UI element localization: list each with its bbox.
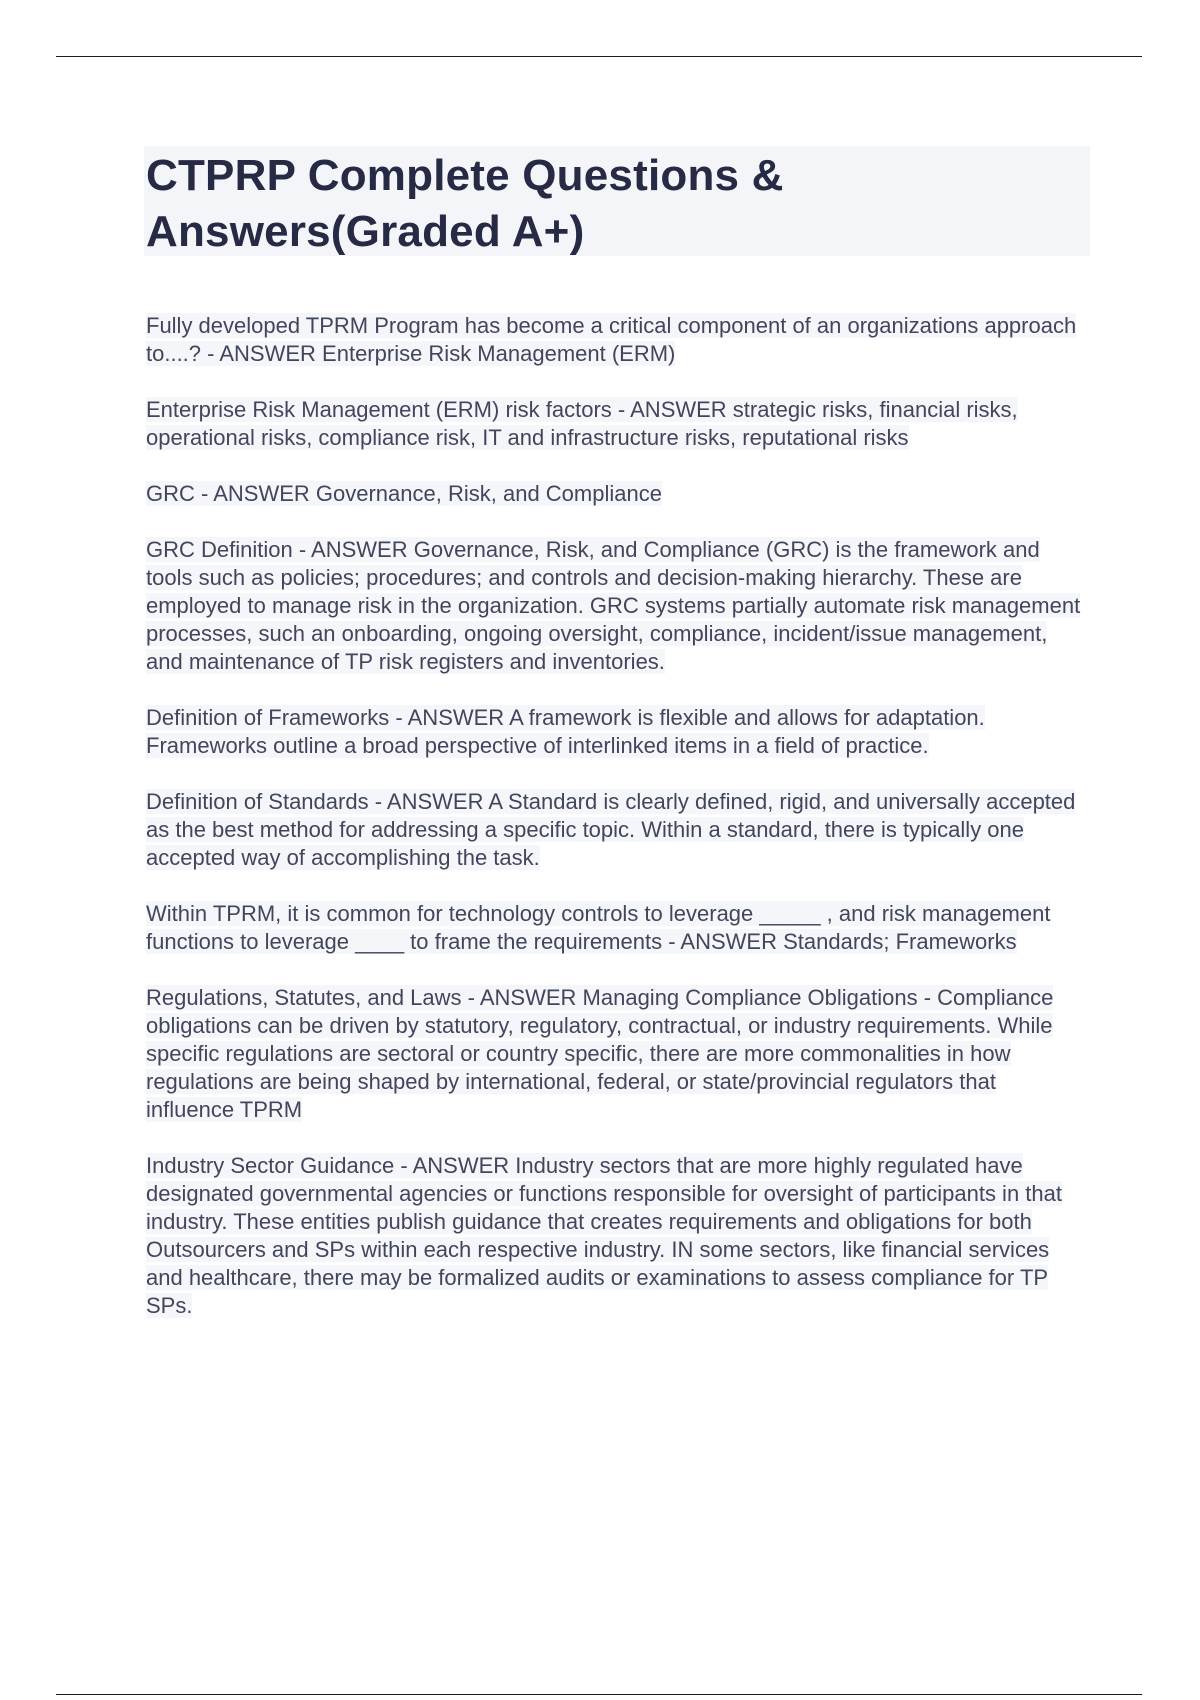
qa-entry — [146, 900, 1086, 956]
qa-entry — [146, 480, 1086, 508]
qa-entry-text: GRC - ANSWER Governance, Risk, and Compliance — [146, 481, 662, 506]
qa-entry-text: Industry Sector Guidance - ANSWER Industry sectors that are more highly regulated have designated governmental agencies or functions responsible for oversight of participants in that industry. These entities publish guidance that creates requirements and obligations for both Outsourcers and SPs within each respective industry. IN some sectors, like financial services and healthcare, there may be formalized audits or examinations to assess compliance for TP SPs. — [146, 1153, 1062, 1318]
qa-entry-text: Fully developed TPRM Program has become a critical component of an organizations approach to....? - ANSWER Enterprise Risk Management (ERM) — [146, 313, 1077, 366]
page-bottom-rule — [56, 1694, 1142, 1695]
qa-entry-text: Enterprise Risk Management (ERM) risk factors - ANSWER strategic risks, financial risks, operational risks, compliance risk, IT and infrastructure risks, reputational risks — [146, 397, 1018, 450]
qa-entry — [146, 788, 1086, 872]
qa-entry-text: GRC Definition - ANSWER Governance, Risk, and Compliance (GRC) is the framework and tools such as policies; procedures; and controls and decision-making hierarchy. These are employed to manage risk in the organization. GRC systems partially automate risk management processes, such an onboarding, ongoing oversight, compliance, incident/issue management, and maintenance of TP risk registers and inventories. — [146, 537, 1081, 674]
qa-entry — [146, 312, 1086, 368]
qa-list — [146, 312, 1086, 1348]
qa-entry-text: Definition of Standards - ANSWER A Standard is clearly defined, rigid, and universally accepted as the best method for addressing a specific topic. Within a standard, there is typically one accepted way of accomplishing the task. — [146, 789, 1076, 870]
qa-entry-text: Regulations, Statutes, and Laws - ANSWER Managing Compliance Obligations - Compliance obligations can be driven by statutory, regulatory, contractual, or industry requirements. While specific regulations are sectoral or country specific, there are more commonalities in how regulations are being shaped by international, federal, or state/provincial regulators that influence TPRM — [146, 985, 1054, 1122]
document-title: CTPRP Complete Questions & Answers(Graded A+) — [146, 151, 784, 256]
qa-entry — [146, 396, 1086, 452]
qa-entry — [146, 1152, 1086, 1320]
qa-entry — [146, 704, 1086, 760]
qa-entry — [146, 536, 1086, 676]
qa-entry-text: Definition of Frameworks - ANSWER A framework is flexible and allows for adaptation. Frameworks outline a broad perspective of interlinked items in a field of practice. — [146, 705, 985, 758]
page-top-rule — [56, 56, 1142, 57]
qa-entry — [146, 984, 1086, 1124]
qa-entry-text: Within TPRM, it is common for technology controls to leverage _____ , and risk management functions to leverage ____ to frame the requirements - ANSWER Standards; Frameworks — [146, 901, 1051, 954]
